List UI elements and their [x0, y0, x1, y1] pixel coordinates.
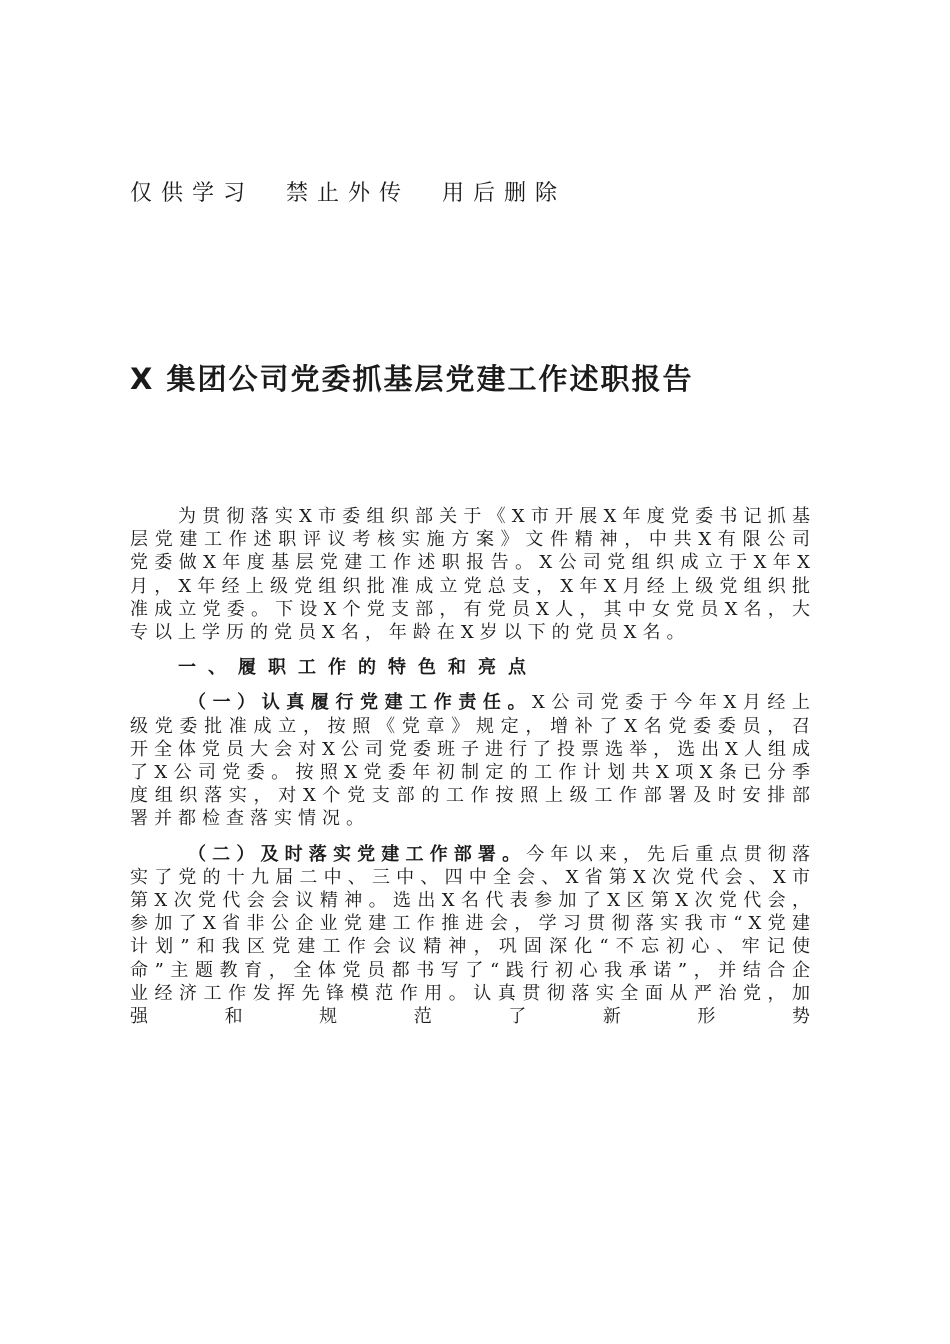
item-2-paragraph — [130, 843, 816, 1029]
section-heading: 一、履职工作的特色和亮点 — [178, 657, 538, 679]
item-2-lead: （二）及时落实党建工作部署。 — [188, 843, 527, 865]
item-1-lead: （一）认真履行党建工作责任。 — [188, 692, 533, 714]
intro-paragraph — [130, 505, 816, 644]
item-1-paragraph — [130, 691, 816, 830]
intro-text: 为贯彻落实X市委组织部关于《X市开展X年度党委书记抓基层党建工作述职评议考核实施方案》文件精神，中共X有限公司党委做X年度基层党建工作述职报告。X公司党组织成立于X年X月，X年经上级党组织批准成立党总支，X年X月经上级党组织批准成立党委。下设X个党支部，有党员X人，其中女党员X名，大专以上学历的党员X名，年龄在X岁以下的党员X名。 — [130, 506, 816, 644]
item-2-text: 今年以来，先后重点贯彻落实了党的十九届二中、三中、四中全会、X省第X次党代会、X市第X次党代会会议精神。选出X名代表参加了X区第X次党代会，参加了X省非公企业党建工作推进会，学习贯彻落实我市“X党建计划”和我区党建工作会议精神，巩固深化“不忘初心、牢记使命”主题教育，全体党员都书写了“践行初心我承诺”，并结合企业经济工作发挥先锋模范作用。认真贯彻落实全面从严治党，加强和规范了新形势 — [130, 843, 817, 1028]
item-1-text: X公司党委于今年X月经上级党委批准成立，按照《党章》规定，增补了X名党委委员，召开全体党员大会对X公司党委班子进行了投票选举，选出X人组成了X公司党委。按照X党委年初制定的工作计划共X项X条已分季度组织落实，对X个党支部的工作按照上级工作部署及时安排部署并都检查落实情况。 — [130, 692, 816, 830]
document-title: X 集团公司党委抓基层党建工作述职报告 — [130, 362, 694, 396]
document-body — [130, 505, 816, 1040]
confidentiality-notice: 仅供学习 禁止外传 用后删除 — [130, 181, 566, 206]
